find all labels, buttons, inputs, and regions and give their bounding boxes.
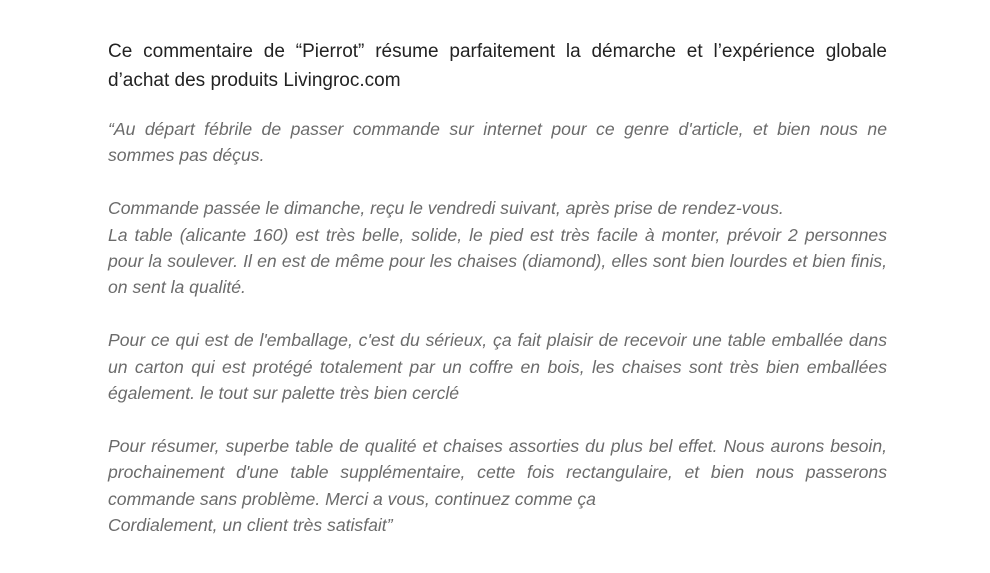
testimonial-product-quality: La table (alicante 160) est très belle, solide, le pied est très facile à monter, prévoir 2 personnes pour la soulever. Il en est de même pour les chaises (diamond), elles sont bien lourdes et bien finis, on sent la qualité. — [108, 224, 887, 298]
testimonial-packaging: Pour ce qui est de l'emballage, c'est du sérieux, ça fait plaisir de recevoir une table emballée dans un carton qui est protégé totalement par un coffre en bois, les chaises sont très bien emballées également. le tout sur palette très bien cerclé — [108, 330, 887, 404]
testimonial-opening: “Au départ fébrile de passer commande sur internet pour ce genre d'article, et bien nous ne sommes pas déçus. — [108, 119, 887, 166]
testimonial-signoff: Cordialement, un client très satisfait” — [108, 515, 393, 536]
testimonial-summary: Pour résumer, superbe table de qualité et chaises assorties du plus bel effet. Nous aurons besoin, prochainement d'une table supplémentaire, cette fois rectangulaire, et bien nous passerons commande sans problème. Merci a vous, continuez comme ça — [108, 435, 887, 509]
testimonial-delivery: Commande passée le dimanche, reçu le vendredi suivant, après prise de rendez-vous. — [108, 198, 784, 219]
intro-paragraph: Ce commentaire de “Pierrot” résume parfaitement la démarche et l’expérience globale d’achat des produits Livingroc.com — [108, 41, 887, 91]
customer-testimonial — [108, 116, 887, 538]
document-body — [108, 37, 887, 538]
